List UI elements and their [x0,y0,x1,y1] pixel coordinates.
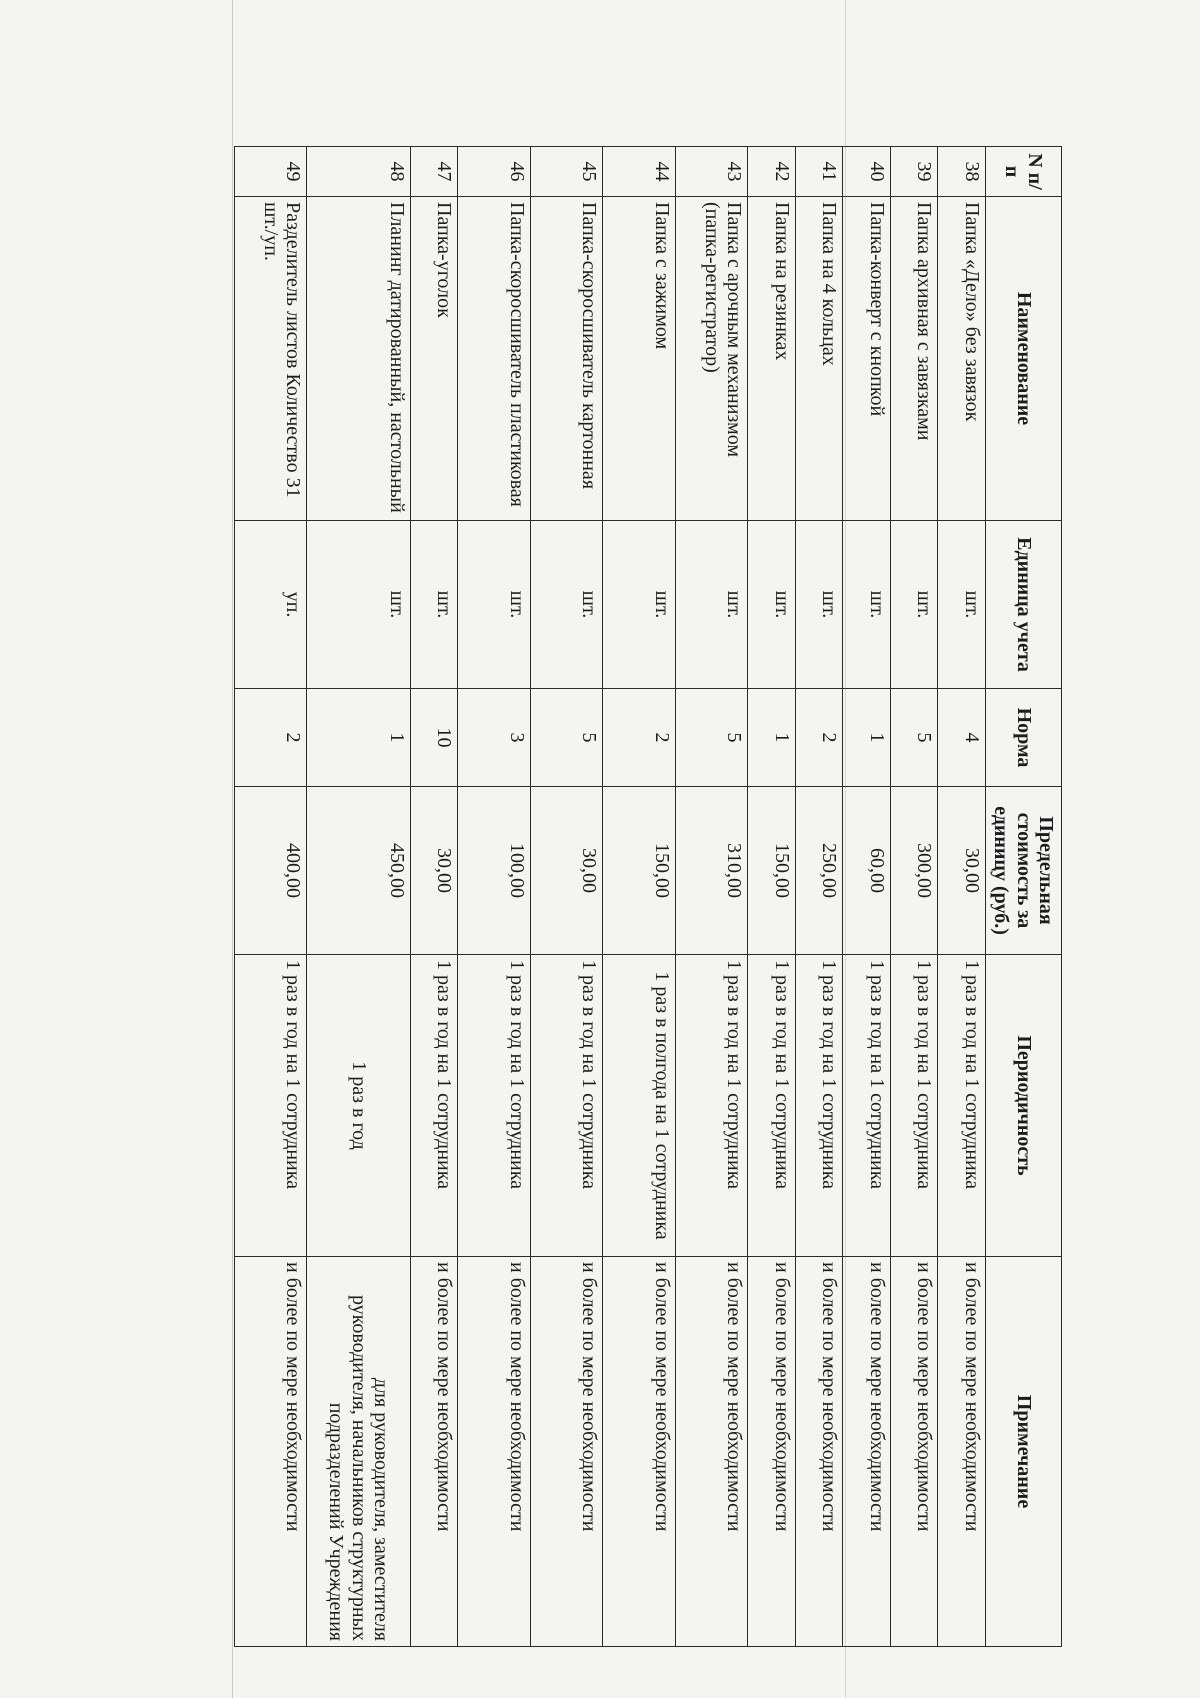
row-norm: 1 [307,689,410,787]
row-period: 1 раз в год на 1 сотрудника [795,955,843,1257]
row-unit: шт. [530,521,602,689]
row-norm: 2 [795,689,843,787]
row-period: 1 раз в год на 1 сотрудника [235,955,307,1257]
row-price: 150,00 [748,787,796,955]
row-name: Планинг датированный, настольный [307,197,410,521]
row-num: 44 [603,147,675,197]
table-row [410,147,458,1647]
row-price: 30,00 [530,787,602,955]
row-note: и более по мере необходимости [603,1257,675,1647]
table-row [938,147,986,1647]
row-price: 100,00 [458,787,530,955]
row-norm: 2 [235,689,307,787]
header-norm: Норма [986,689,1062,787]
row-period: 1 раз в год на 1 сотрудника [843,955,891,1257]
norms-table [234,146,1062,1647]
table-row [530,147,602,1647]
row-num: 45 [530,147,602,197]
header-price: Предельная стоимость за единицу (руб.) [986,787,1062,955]
scan-fold-line [232,0,233,1698]
row-norm: 4 [938,689,986,787]
row-note: и более по мере необходимости [748,1257,796,1647]
row-price: 30,00 [410,787,458,955]
row-price: 60,00 [843,787,891,955]
row-period: 1 раз в полгода на 1 сотрудника [603,955,675,1257]
row-note: и более по мере необходимости [530,1257,602,1647]
table-row [675,147,747,1647]
row-price: 450,00 [307,787,410,955]
row-norm: 5 [530,689,602,787]
table-row [235,147,307,1647]
row-period: 1 раз в год на 1 сотрудника [748,955,796,1257]
row-num: 39 [890,147,938,197]
row-price: 310,00 [675,787,747,955]
row-price: 30,00 [938,787,986,955]
row-num: 47 [410,147,458,197]
header-name: Наименование [986,197,1062,521]
row-name: Папка на 4 кольцах [795,197,843,521]
row-period: 1 раз в год на 1 сотрудника [458,955,530,1257]
row-num: 43 [675,147,747,197]
row-unit: шт. [890,521,938,689]
row-price: 250,00 [795,787,843,955]
row-unit: шт. [938,521,986,689]
table-row [458,147,530,1647]
row-name: Папка архивная с завязками [890,197,938,521]
row-norm: 10 [410,689,458,787]
row-note: для руководителя, заместителя руководителя, начальников структурных подразделений Учреждения [307,1257,410,1647]
row-name: Папка на резинках [748,197,796,521]
row-period: 1 раз в год на 1 сотрудника [675,955,747,1257]
row-num: 48 [307,147,410,197]
row-price: 400,00 [235,787,307,955]
row-period: 1 раз в год на 1 сотрудника [890,955,938,1257]
row-name: Папка-уголок [410,197,458,521]
row-name: Папка с арочным механизмом (папка-регистратор) [675,197,747,521]
row-note: и более по мере необходимости [843,1257,891,1647]
row-period: 1 раз в год на 1 сотрудника [938,955,986,1257]
row-note: и более по мере необходимости [890,1257,938,1647]
row-name: Папка-конверт с кнопкой [843,197,891,521]
header-unit: Единица учета [986,521,1062,689]
row-num: 40 [843,147,891,197]
row-period: 1 раз в год на 1 сотрудника [410,955,458,1257]
header-note: Примечание [986,1257,1062,1647]
row-norm: 1 [748,689,796,787]
table-row [748,147,796,1647]
row-norm: 3 [458,689,530,787]
rotated-table-container [234,146,1062,1646]
table-row [795,147,843,1647]
row-price: 300,00 [890,787,938,955]
row-note: и более по мере необходимости [410,1257,458,1647]
row-norm: 2 [603,689,675,787]
row-note: и более по мере необходимости [675,1257,747,1647]
row-note: и более по мере необходимости [458,1257,530,1647]
table-row [890,147,938,1647]
row-unit: шт. [843,521,891,689]
row-unit: шт. [748,521,796,689]
row-num: 38 [938,147,986,197]
row-note: и более по мере необходимости [795,1257,843,1647]
table-row [843,147,891,1647]
header-num: N п/п [986,147,1062,197]
table-row [307,147,410,1647]
row-unit: шт. [307,521,410,689]
header-period: Периодичность [986,955,1062,1257]
table-row [603,147,675,1647]
row-norm: 5 [890,689,938,787]
table-header-row [986,147,1062,1647]
row-unit: шт. [675,521,747,689]
row-period: 1 раз в год на 1 сотрудника [530,955,602,1257]
row-num: 46 [458,147,530,197]
row-num: 42 [748,147,796,197]
row-name: Папка с зажимом [603,197,675,521]
row-num: 49 [235,147,307,197]
row-note: и более по мере необходимости [938,1257,986,1647]
row-unit: шт. [795,521,843,689]
row-name: Папка-скоросшиватель картонная [530,197,602,521]
row-name: Папка «Дело» без завязок [938,197,986,521]
row-name: Разделитель листов Количество 31 шт./уп. [235,197,307,521]
row-unit: шт. [603,521,675,689]
row-name: Папка-скоросшиватель пластиковая [458,197,530,521]
row-note: и более по мере необходимости [235,1257,307,1647]
row-norm: 1 [843,689,891,787]
row-unit: уп. [235,521,307,689]
row-unit: шт. [410,521,458,689]
row-period: 1 раз в год [307,955,410,1257]
row-norm: 5 [675,689,747,787]
row-price: 150,00 [603,787,675,955]
row-unit: шт. [458,521,530,689]
row-num: 41 [795,147,843,197]
